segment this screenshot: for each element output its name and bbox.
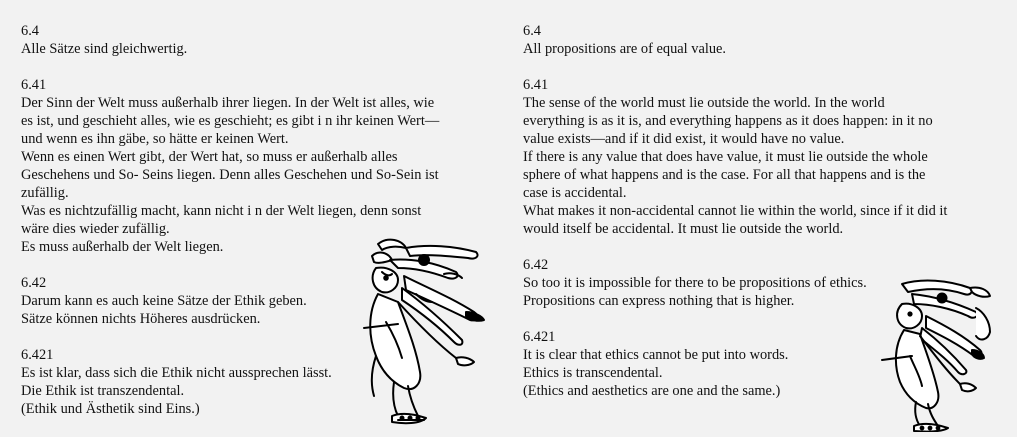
text-line: Der Sinn der Welt muss außerhalb ihrer liegen. In der Welt ist alles, wie — [21, 95, 435, 111]
section-number: 6.421 — [21, 347, 54, 363]
text-line: case is accidental. — [523, 185, 627, 201]
text-line: es ist, und geschieht alles, wie es geschieht; es gibt i n ihr keinen Wert— — [21, 113, 440, 129]
text-line: Wenn es einen Wert gibt, der Wert hat, so muss er außerhalb alles — [21, 149, 398, 165]
text-line: Propositions can express nothing that is higher. — [523, 293, 795, 309]
section-number: 6.4 — [523, 23, 541, 39]
text-line: The sense of the world must lie outside the world. In the world — [523, 95, 885, 111]
text-line: Es ist klar, dass sich die Ethik nicht aussprechen lässt. — [21, 365, 332, 381]
text-line: (Ethik und Ästhetik sind Eins.) — [21, 401, 200, 417]
text-line: would itself be accidental. It must lie outside the world. — [523, 221, 844, 237]
section-number: 6.42 — [21, 275, 47, 291]
text-line: Es muss außerhalb der Welt liegen. — [21, 239, 224, 255]
text-line: sphere of what happens and is the case. For all that happens and is the — [523, 167, 926, 183]
text-line: What makes it non-accidental cannot lie within the world, since if it did it — [523, 203, 948, 219]
text-line: Darum kann es auch keine Sätze der Ethik geben. — [21, 293, 307, 309]
section-number: 6.421 — [523, 329, 556, 345]
text-line: Alle Sätze sind gleichwertig. — [21, 41, 188, 57]
section-6-41 — [523, 76, 998, 238]
text-line: zufällig. — [21, 185, 69, 201]
text-line: everything is as it is, and everything happens as it does happen: in it no — [523, 113, 933, 129]
text-line: und wenn es ihn gäbe, so hätte er keinen Wert. — [21, 131, 289, 147]
text-line: Die Ethik ist transzendental. — [21, 383, 185, 399]
text-line: If there is any value that does have value, it must lie outside the whole — [523, 149, 928, 165]
text-line: So too it is impossible for there to be propositions of ethics. — [523, 275, 867, 291]
section-number: 6.41 — [523, 77, 549, 93]
text-line: Geschehens und So- Seins liegen. Denn alles Geschehen und So-Sein ist — [21, 167, 439, 183]
text-line: Sätze können nichts Höheres ausdrücken. — [21, 311, 261, 327]
section-number: 6.41 — [21, 77, 47, 93]
text-line: (Ethics and aesthetics are one and the same.) — [523, 383, 781, 399]
text-line: Ethics is transcendental. — [523, 365, 663, 381]
section-number: 6.42 — [523, 257, 549, 273]
horned-figure-icon — [358, 232, 498, 430]
section-6-4 — [523, 22, 998, 58]
text-line: wäre dies wieder zufällig. — [21, 221, 170, 237]
text-line: All propositions are of equal value. — [523, 41, 727, 57]
horned-figure-illustration-left — [358, 232, 498, 430]
text-line: value exists—and if it did exist, it would have no value. — [523, 131, 845, 147]
section-6-4 — [21, 22, 501, 58]
horned-figure-icon — [872, 276, 1014, 432]
text-line: It is clear that ethics cannot be put into words. — [523, 347, 789, 363]
text-line: Was es nichtzufällig macht, kann nicht i n der Welt liegen, denn sonst — [21, 203, 422, 219]
section-number: 6.4 — [21, 23, 39, 39]
section-6-41 — [21, 76, 501, 256]
horned-figure-illustration-right — [872, 276, 1014, 432]
